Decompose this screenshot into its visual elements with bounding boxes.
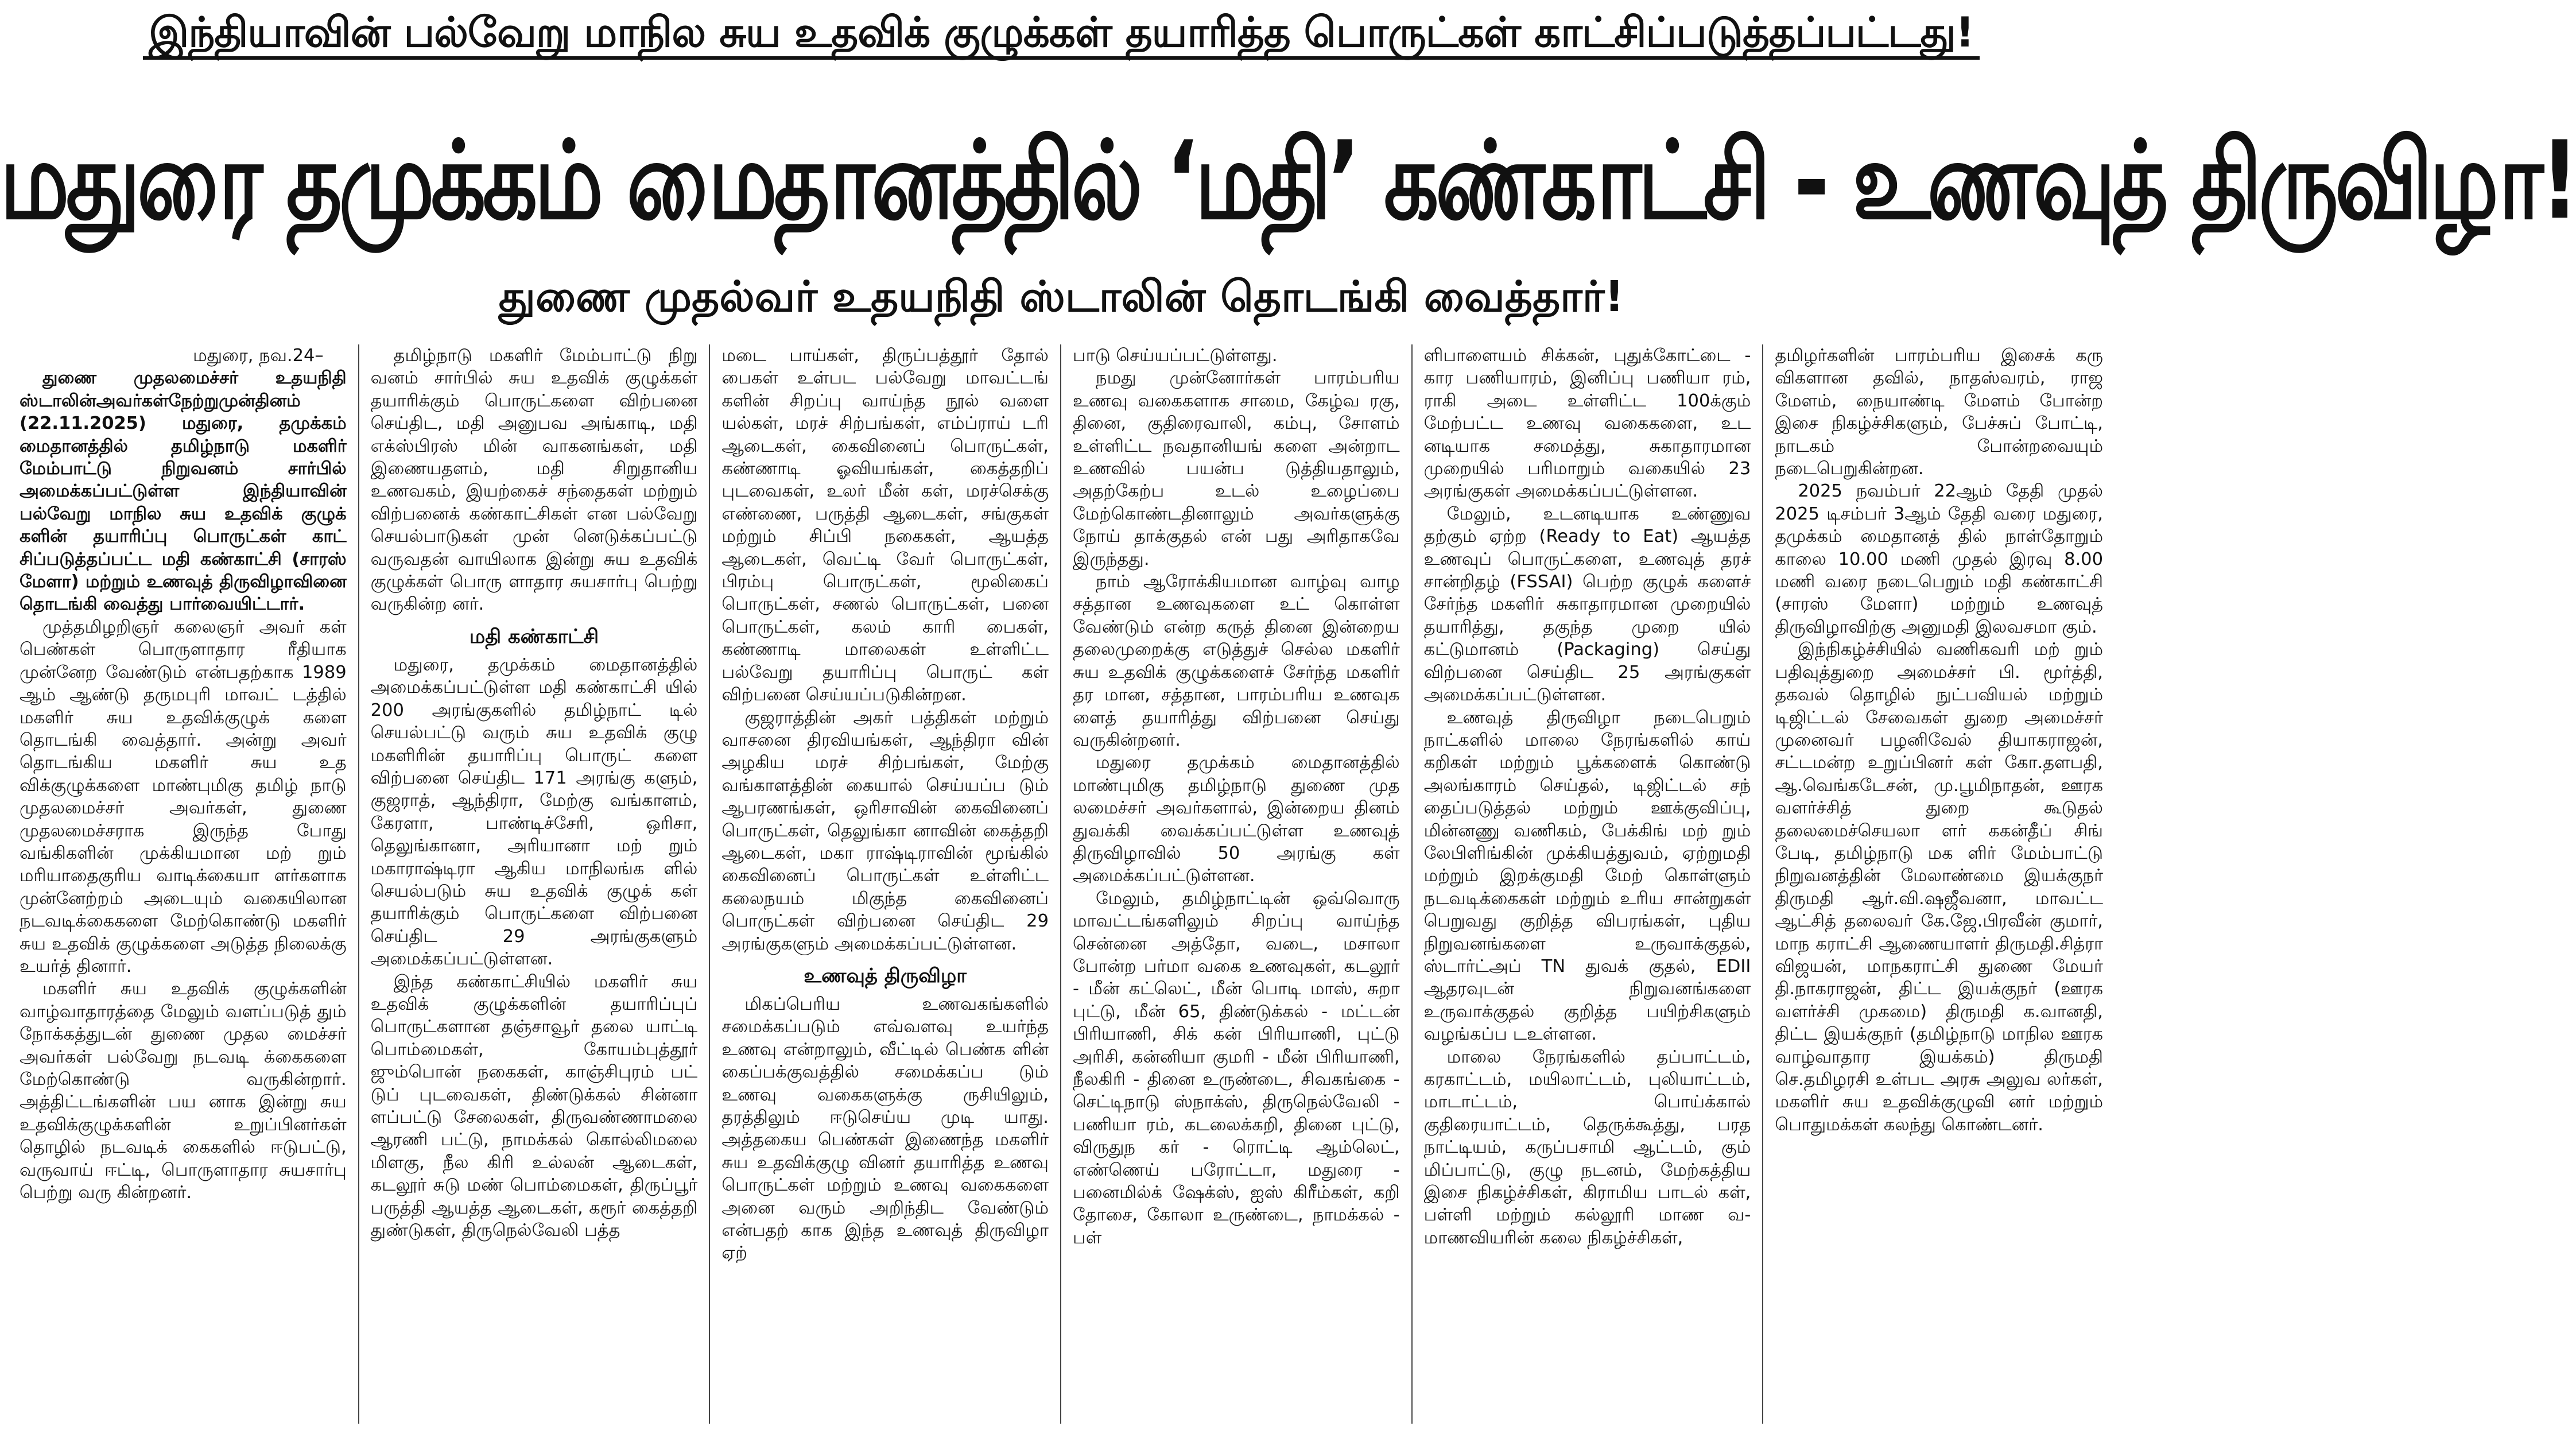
article-column-6 bbox=[1763, 344, 2115, 1424]
paragraph: மாலை நேரங்களில் தப்பாட்டம், கரகாட்டம், மயிலாட்டம், புலியாட்டம், மாடாட்டம், பொய்க்கால் குதிரையாட்டம், தெருக்கூத்து, பரத நாட்டியம், கருப்பசாமி ஆட்டம், கும் மிப்பாட்டு, குழு நடனம், மேற்கத்திய இசை நிகழ்ச்சிகள், கிராமிய பாடல் கள், பள்ளி மற்றும் கல்லூரி மாண வ-மாணவியரின் கலை நிகழ்ச்சிகள், bbox=[1423, 1047, 1751, 1248]
paragraph: மிகப்பெரிய உணவகங்களில் சமைக்கப்படும் எவ்வளவு உயர்ந்த உணவு என்றாலும், வீட்டில் பெண்க ளின் கைப்பக்குவத்தில் சமைக்கப்ப டும் உணவு வகைகளுக்கு ருசியிலும், தரத்திலும் ஈடுசெய்ய முடி யாது. அத்தகைய பெண்கள் இணைந்த மகளிர் சுய உதவிக்குழு வினர் தயாரித்த உணவு பொருட்கள் மற்றும் உணவு வகைகளை அனை வரும் அறிந்திட வேண்டும் என்பதற் காக இந்த உணவுத் திருவிழா ஏற் bbox=[721, 994, 1049, 1264]
section-subheading: மதி கண்காட்சி bbox=[469, 625, 599, 648]
paragraph: தமிழ்நாடு மகளிர் மேம்பாட்டு நிறு வனம் சார்பில் சுய உதவிக் குழுக்கள் தயாரிக்கும் பொருட்களை விற்பனை செய்திட, மதி அனுபவ அங்காடி, மதி எக்ஸ்பிரஸ் மின் வாகனங்கள், மதி இணையதளம், மதி சிறுதானிய உணவகம், இயற்கைச் சந்தைகள் மற்றும் விற்பனைக் கண்காட்சிகள் என பல்வேறு செயல்பாடுகள் முன் னெடுக்கப்பட்டு வருவதன் வாயிலாக இன்று சுய உதவிக் குழுக்கள் பொரு ளாதார சுயசார்பு பெற்று வருகின்ற னர். bbox=[370, 346, 698, 615]
paragraph: பாடு செய்யப்பட்டுள்ளது. bbox=[1073, 346, 1278, 366]
section-subheading: உணவுத் திருவிழா bbox=[804, 964, 967, 987]
paragraph: நாம் ஆரோக்கியமான வாழ்வு வாழ சத்தான உணவுகளை உட் கொள்ள வேண்டும் என்ற கருத் தினை இன்றைய தலைமுறைக்கு எடுத்துச் செல்ல மகளிர் சுய உதவிக் குழுக்களைச் சேர்ந்த மகளிர் தர மான, சத்தான, பாரம்பரிய உணவுக ளைத் தயாரித்து விற்பனை செய்து வருகின்றனர். bbox=[1073, 572, 1400, 750]
kicker-text: இந்தியாவின் பல்வேறு மாநில சுய உதவிக் குழுக்கள் தயாரித்த பொருட்கள் காட்சிப்படுத்தப்பட்டது! bbox=[143, 8, 1980, 60]
paragraph: நமது முன்னோர்கள் பாரம்பரிய உணவு வகைகளாக சாமை, கேழ்வ ரகு, தினை, குதிரைவாலி, கம்பு, சோளம் உள்ளிட்ட நவதானியங் களை அன்றாட உணவில் பயன்ப டுத்தியதாலும், அதற்கேற்ப உடல் உழைப்பை மேற்கொண்டதினாலும் அவர்களுக்கு நோய் தாக்குதல் என் பது அரிதாகவே இருந்தது. bbox=[1073, 368, 1400, 569]
paragraph: இந்த கண்காட்சியில் மகளிர் சுய உதவிக் குழுக்களின் தயாரிப்புப் பொருட்களான தஞ்சாவூர் தலை யாட்டி பொம்மைகள், கோயம்புத்தூர் ஜும்பொன் நகைகள், காஞ்சிபுரம் பட் டுப் புடவைகள், திண்டுக்கல் சின்னா ளப்பட்டு சேலைகள், திருவண்ணாமலை ஆரணி பட்டு, நாமக்கல் கொல்லிமலை மிளகு, நீல கிரி உல்லன் ஆடைகள், கடலூர் சுடு மண் பொம்மைகள், திருப்பூர் பருத்தி ஆயத்த ஆடைகள், கரூர் கைத்தறி துண்டுகள், திருநெல்வேலி பத்த bbox=[370, 971, 698, 1241]
paragraph: மேலும், தமிழ்நாட்டின் ஒவ்வொரு மாவட்டங்களிலும் சிறப்பு வாய்ந்த சென்னை அத்தோ, வடை, மசாலா போன்ற பர்மா வகை உணவுகள், கடலூர் - மீன் கட்லெட், மீன் பொடி மாஸ், சுறா புட்டு, மீன் 65, திண்டுக்கல் - மட்டன் பிரியாணி, சிக் கன் பிரியாணி, புட்டு அரிசி, கன்னியா குமரி - மீன் பிரியாணி, நீலகிரி - தினை உருண்டை, சிவகங்கை - செட்டிநாடு ஸ்நாக்ஸ், திருநெல்வேலி - பணியா ரம், கடலைக்கறி, தினை புட்டு, விருதுந கர் - ரொட்டி ஆம்லெட், எண்ணெய் பரோட்டா, மதுரை - பனைமில்க் ஷேக்ஸ், ஐஸ் கிரீம்கள், கறி தோசை, கோலா உருண்டை, நாமக்கல் - பள் bbox=[1073, 888, 1400, 1248]
paragraph: இந்நிகழ்ச்சியில் வணிகவரி மற் றும் பதிவுத்துறை அமைச்சர் பி. மூர்த்தி, தகவல் தொழில் நுட்பவியல் மற்றும் டிஜிட்டல் சேவைகள் துறை அமைச்சர் முனைவர் பழனிவேல் தியாகராஜன், சட்டமன்ற உறுப்பினர் கள் கோ.தளபதி, ஆ.வெங்கடேசன், மு.பூமிநாதன், ஊரக வளர்ச்சித் துறை கூடுதல் தலைமைச்செயலா ளர் ககன்தீப் சிங் பேடி, தமிழ்நாடு மக ளிர் மேம்பாட்டு நிறுவனத்தின் மேலாண்மை இயக்குநர் திருமதி ஆர்.வி.ஷஜீவனா, மாவட்ட ஆட்சித் தலைவர் கே.ஜே.பிரவீன் குமார், மாந கராட்சி ஆணையாளர் திருமதி.சித்ரா விஜயன், மாநகராட்சி துணை மேயர் தி.நாகராஜன், திட்ட இயக்குநர் (ஊரக வளர்ச்சி முகமை) திருமதி க.வானதி, திட்ட இயக்குநர் (தமிழ்நாடு மாநில ஊரக வாழ்வாதார இயக்கம்) திருமதி செ.தமிழரசி உள்பட அரசு அலுவ லர்கள், மகளிர் சுய உதவிக்குழுவி னர் மற்றும் பொதுமக்கள் கலந்து கொண்டனர். bbox=[1775, 640, 2103, 1135]
article-body bbox=[8, 344, 2115, 1424]
article-column-4 bbox=[1061, 344, 1413, 1424]
paragraph: தமிழர்களின் பாரம்பரிய இசைக் கரு விகளான தவில், நாதஸ்வரம், ராஜ மேளம், நையாண்டி மேளம் போன்ற இசை நிகழ்ச்சிகளும், பேச்சுப் போட்டி, நாடகம் போன்றவையும் நடைபெறுகின்றன. bbox=[1775, 346, 2103, 479]
article-column-1 bbox=[8, 344, 359, 1424]
paragraph: ளிபாளையம் சிக்கன், புதுக்கோட்டை - கார பணியாரம், இனிப்பு பணியா ரம், ராகி அடை உள்ளிட்ட 100க்கும் மேற்பட்ட உணவு வகைகளை, உட னடியாக சமைத்து, சுகாதாரமான முறையில் பரிமாறும் வகையில் 23 அரங்குகள் அமைக்கப்பட்டுள்ளன. bbox=[1423, 346, 1751, 502]
paragraph: குஜராத்தின் அகர் பத்திகள் மற்றும் வாசனை திரவியங்கள், ஆந்திரா வின் அழகிய மரச் சிற்பங்கள், மேற்கு வங்காளத்தின் கையால் செய்யப்ப டும் ஆபரணங்கள், ஒரிசாவின் கைவினைப் பொருட்கள், தெலுங்கா னாவின் கைத்தறி ஆடைகள், மகா ராஷ்டிராவின் மூங்கில் கைவினைப் பொருட்கள் உள்ளிட்ட கலைநயம் மிகுந்த கைவினைப் பொருட்கள் விற்பனை செய்திட 29 அரங்குகளும் அமைக்கப்பட்டுள்ளன. bbox=[721, 707, 1049, 954]
paragraph: மகளிர் சுய உதவிக் குழுக்களின் வாழ்வாதாரத்தை மேலும் வளப்படுத் தும் நோக்கத்துடன் துணை முதல மைச்சர் அவர்கள் பல்வேறு நடவடி க்கைகளை மேற்கொண்டு வருகின்றார். அத்திட்டங்களின் பய னாக இன்று சுய உதவிக்குழுக்களின் உறுப்பினர்கள் தொழில் நடவடிக் கைகளில் ஈடுபட்டு, வருவாய் ஈட்டி, பொருளாதார சுயசார்பு பெற்று வரு கின்றனர். bbox=[20, 979, 347, 1203]
paragraph: மடை பாய்கள், திருப்பத்தூர் தோல் பைகள் உள்பட பல்வேறு மாவட்டங் களின் சிறப்பு வாய்ந்த நூல் வளை யல்கள், மரச் சிற்பங்கள், எம்ப்ராய் டரி ஆடைகள், கைவினைப் பொருட்கள், கண்ணாடி ஓவியங்கள், கைத்தறிப் புடவைகள், உலர் மீன் கள், மரச்செக்கு எண்ணை, பருத்தி ஆடைகள், சங்குகள் மற்றும் சிப்பி நகைகள், ஆயத்த ஆடைகள், வெட்டி வேர் பொருட்கள், பிரம்பு பொருட்கள், மூலிகைப் பொருட்கள், சணல் பொருட்கள், பனை பொருட்கள், கலம் காரி பைகள், கண்ணாடி மாலைகள் உள்ளிட்ட பல்வேறு தயாரிப்பு பொருட் கள் விற்பனை செய்யப்படுகின்றன. bbox=[721, 346, 1049, 706]
paragraph: மதுரை தமுக்கம் மைதானத்தில் மாண்புமிகு தமிழ்நாடு துணை முத லமைச்சர் அவர்களால், இன்றைய தினம் துவக்கி வைக்கப்பட்டுள்ள உணவுத் திருவிழாவில் 50 அரங்கு கள் அமைக்கப்பட்டுள்ளன. bbox=[1073, 753, 1400, 886]
kicker-headline bbox=[0, 3, 2123, 61]
paragraph: மேலும், உடனடியாக உண்ணுவ தற்கும் ஏற்ற (Ready to Eat) ஆயத்த உணவுப் பொருட்களை, உணவுத் தரச் சான்றிதழ் (FSSAI) பெற்ற குழுக் களைச் சேர்ந்த மகளிர் சுகாதாரமான முறையில் தயாரித்து, தகுந்த முறை யில் கட்டுமானம் (Packaging) செய்து விற்பனை செய்திட 25 அரங்குகள் அமைக்கப்பட்டுள்ளன. bbox=[1423, 503, 1751, 706]
paragraph: மதுரை, தமுக்கம் மைதானத்தில் அமைக்கப்பட்டுள்ள மதி கண்காட்சி யில் 200 அரங்குகளில் தமிழ்நாட் டில் செயல்பட்டு வரும் சுய உதவிக் குழு மகளிரின் தயாரிப்பு பொருட் களை விற்பனை செய்திட 171 அரங்கு களும், குஜராத், ஆந்திரா, மேற்கு வங்காளம், கேரளா, பாண்டிச்சேரி, ஒரிசா, தெலுங்கானா, அரியானா மற் றும் மகாராஷ்டிரா ஆகிய மாநிலங்க ளில் செயல்படும் சுய உதவிக் குழுக் கள் தயாரிக்கும் பொருட்களை விற்பனை செய்திட 29 அரங்குகளும் அமைக்கப்பட்டுள்ளன. bbox=[370, 654, 698, 970]
paragraph: உணவுத் திருவிழா நடைபெறும் நாட்களில் மாலை நேரங்களில் காய் கறிகள் மற்றும் பூக்களைக் கொண்டு அலங்காரம் செய்தல், டிஜிட்டல் சந் தைப்படுத்தல் மற்றும் ஊக்குவிப்பு, மின்னணு வணிகம், பேக்கிங் மற் றும் லேபிளிங்கின் முக்கியத்துவம், ஏற்றுமதி மற்றும் இறக்குமதி மேற் கொள்ளும் நடவடிக்கைகள் மற்றும் உரிய சான்றுகள் பெறுவது குறித்த விபரங்கள், புதிய நிறுவனங்களை உருவாக்குதல், ஸ்டார்ட்அப் TN துவக் குதல், EDII ஆதரவுடன் நிறுவனங்களை உருவாக்குதல் குறித்த பயிற்சிகளும் வழங்கப்ப டஉள்ளன. bbox=[1423, 707, 1751, 1045]
dateline: மதுரை, நவ.24– bbox=[193, 346, 324, 366]
paragraph: முத்தமிழறிஞர் கலைஞர் அவர் கள் பெண்கள் பொருளாதார ரீதியாக முன்னேற வேண்டும் என்பதற்காக 1989 ஆம் ஆண்டு தருமபுரி மாவட் டத்தில் மகளிர் சுய உதவிக்குழுக் களை தொடங்கி வைத்தார். அன்று அவர் தொடங்கிய மகளிர் சுய உத விக்குழுக்களை மாண்புமிகு தமிழ் நாடு முதலமைச்சர் அவர்கள், துணை முதலமைச்சராக இருந்த போது வங்கிகளின் முக்கியமான மற் றும் மரியாதைகுரிய வாடிக்கையா ளர்களாக முன்னேற்றம் அடையும் வகையிலான நடவடிக்கைகளை மேற்கொண்டு மகளிர் சுய உதவிக் குழுக்களை அடுத்த நிலைக்கு உயர்த் தினார். bbox=[20, 617, 347, 976]
article-column-2 bbox=[359, 344, 711, 1424]
main-headline: மதுரை தமுக்கம் மைதானத்தில் ‘மதி’ கண்காட்சி - உணவுத் திருவிழா! bbox=[0, 118, 2576, 244]
article-column-5 bbox=[1413, 344, 1764, 1424]
sub-headline: துணை முதல்வர் உதயநிதி ஸ்டாலின் தொடங்கி வைத்தார்! bbox=[498, 272, 1624, 321]
lead-paragraph: துணை முதலமைச்சர் உதயநிதி ஸ்டாலின்அவர்கள்நேற்றுமுன்தினம் (22.11.2025) மதுரை, தமுக்கம் மைதானத்தில் தமிழ்நாடு மகளிர் மேம்பாட்டு நிறுவனம் சார்பில் அமைக்கப்பட்டுள்ள இந்தியாவின் பல்வேறு மாநில சுய உதவிக் குழுக் களின் தயாரிப்பு பொருட்கள் காட் சிப்படுத்தப்பட்ட மதி கண்காட்சி (சாரஸ் மேளா) மற்றும் உணவுத் திருவிழாவினை தொடங்கி வைத்து பார்வையிட்டார். bbox=[20, 368, 347, 615]
article-column-3 bbox=[710, 344, 1061, 1424]
paragraph: 2025 நவம்பர் 22ஆம் தேதி முதல் 2025 டிசம்பர் 3ஆம் தேதி வரை மதுரை, தமுக்கம் மைதானத் தில் நாள்தோறும் காலை 10.00 மணி முதல் இரவு 8.00 மணி வரை நடைபெறும் மதி கண்காட்சி (சாரஸ் மேளா) மற்றும் உணவுத் திருவிழாவிற்கு அனுமதி இலவசமா கும். bbox=[1775, 481, 2103, 637]
